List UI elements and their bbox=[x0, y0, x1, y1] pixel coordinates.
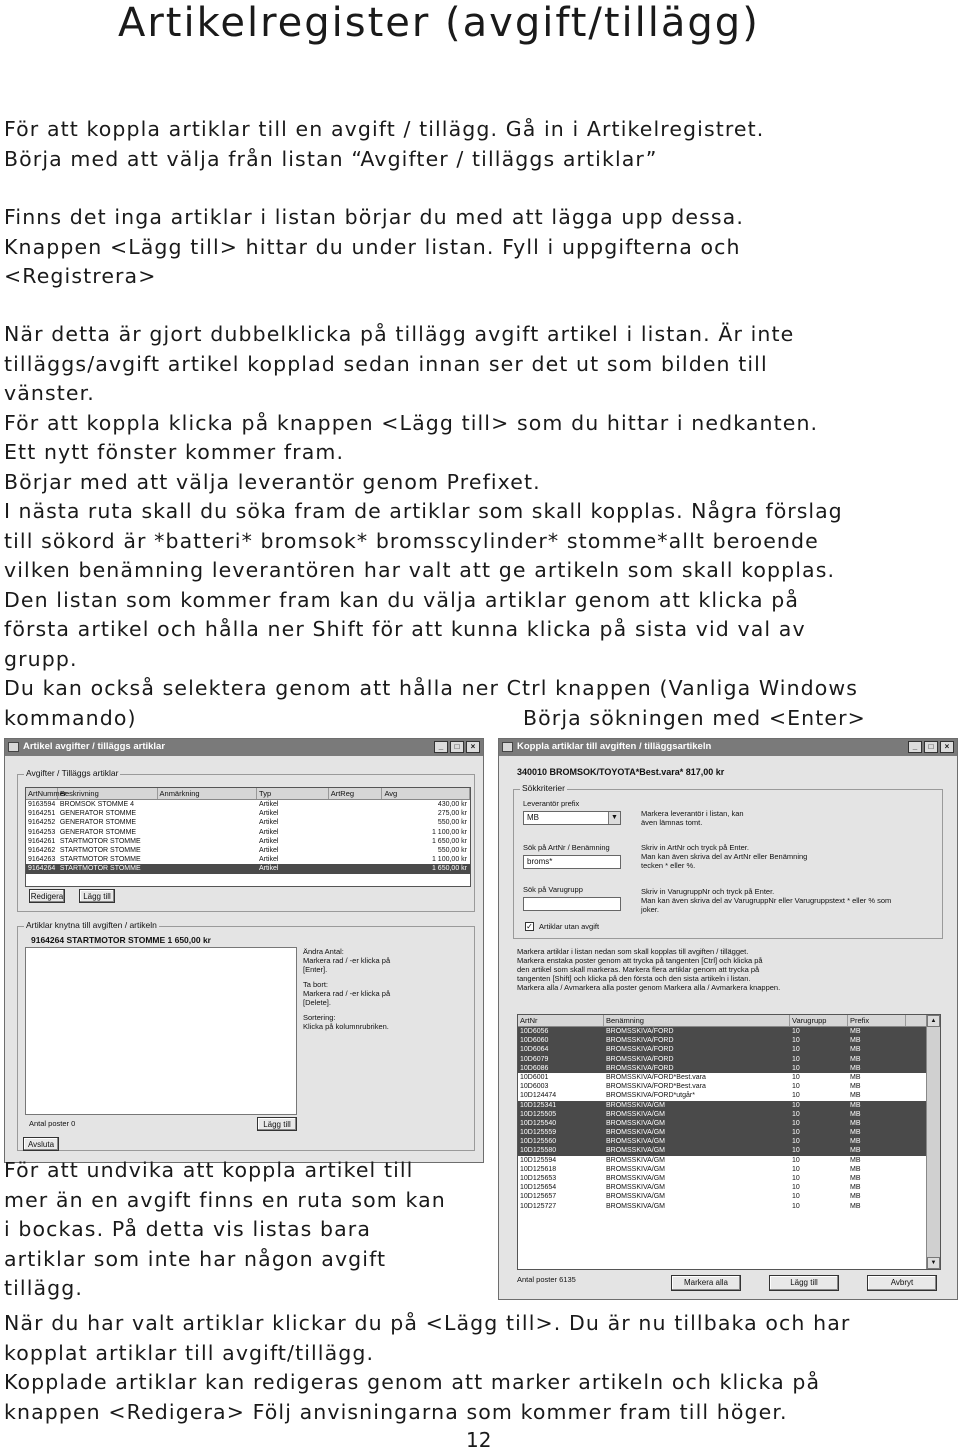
add-button[interactable]: Lägg till bbox=[79, 889, 115, 903]
table-cell: BROMSSKIVA/FORD*Best.vara bbox=[606, 1083, 706, 1091]
table-cell: 10D125657 bbox=[520, 1193, 557, 1201]
table-cell: STARTMOTOR STOMME bbox=[59, 837, 141, 845]
column-header[interactable]: ArtNr bbox=[518, 1015, 604, 1026]
table-cell: 10 bbox=[792, 1175, 800, 1182]
text-line: För att koppla artiklar till en avgift / tillägg. Gå in i Artikelregistret. bbox=[4, 117, 765, 141]
table-cell: BROMSSKIVA/FORD bbox=[606, 1028, 674, 1035]
fee-article-header: 340010 BROMSOK/TOYOTA*Best.vara* 817,00 kr bbox=[517, 767, 725, 777]
table-row[interactable] bbox=[518, 1036, 940, 1045]
list-header bbox=[26, 788, 470, 800]
table-cell: MB bbox=[850, 1202, 861, 1210]
table-cell: Artikel bbox=[258, 837, 279, 845]
text-line: För att koppla klicka på knappen <Lägg till> som du hittar i nedkanten. bbox=[4, 410, 819, 435]
table-cell: 10 bbox=[792, 1083, 800, 1091]
help-line: Sortering: bbox=[303, 1013, 336, 1022]
table-cell: 10 bbox=[792, 1110, 800, 1118]
table-cell: 10D6001 bbox=[520, 1073, 549, 1081]
chevron-down-icon[interactable]: ▼ bbox=[608, 812, 620, 824]
search-label: Sök på ArtNr / Benämning bbox=[523, 843, 610, 852]
table-cell: 10D125654 bbox=[520, 1184, 557, 1192]
table-cell: GENERATOR STOMME bbox=[59, 819, 137, 827]
table-row[interactable] bbox=[26, 846, 470, 855]
table-row[interactable] bbox=[518, 1027, 940, 1036]
table-cell: MB bbox=[850, 1165, 861, 1173]
table-cell: 275,00 kr bbox=[437, 810, 467, 818]
table-cell: Artikel bbox=[258, 846, 279, 854]
table-cell: 10D125505 bbox=[520, 1110, 557, 1118]
selection-instructions bbox=[517, 947, 780, 992]
table-row[interactable] bbox=[518, 1174, 940, 1183]
table-cell: 550,00 kr bbox=[437, 819, 467, 827]
table-cell: 10D125618 bbox=[520, 1165, 557, 1173]
table-cell: Artikel bbox=[258, 819, 279, 827]
text-line: första artikel och hålla ner Shift för att kunna klicka på sista vid val av bbox=[4, 617, 806, 641]
table-cell: MB bbox=[850, 1129, 861, 1137]
column-header[interactable]: Benämning bbox=[604, 1015, 790, 1026]
table-cell bbox=[157, 828, 257, 837]
table-cell: 1 650,00 kr bbox=[431, 865, 467, 873]
table-cell: 1 650,00 kr bbox=[431, 837, 467, 845]
table-row[interactable] bbox=[518, 1156, 940, 1165]
help-line: tecken * eller %. bbox=[641, 861, 696, 870]
article-fees-window bbox=[4, 738, 484, 1163]
help-line: joker. bbox=[641, 905, 659, 914]
help-line: Markera artiklar i listan nedan som skall kopplas till avgiften / tillägget. bbox=[517, 947, 749, 956]
table-cell: GENERATOR STOMME bbox=[59, 828, 137, 836]
group-search-label: Sök på Varugrupp bbox=[523, 885, 583, 894]
table-cell: MB bbox=[850, 1184, 861, 1192]
table-cell bbox=[329, 837, 383, 846]
table-cell: 10 bbox=[792, 1156, 800, 1164]
scroll-down-icon[interactable]: ▼ bbox=[927, 1257, 940, 1269]
column-header[interactable]: ArtNummer bbox=[28, 789, 67, 798]
table-cell: MB bbox=[850, 1055, 861, 1063]
cancel-button[interactable]: Avbryt bbox=[867, 1275, 937, 1291]
text-line: till sökord är *batteri* bromsok* bromsscylinder* stomme*allt beroende bbox=[4, 528, 819, 553]
table-cell: 10D125560 bbox=[520, 1138, 557, 1146]
table-row[interactable] bbox=[26, 837, 470, 846]
table-row[interactable] bbox=[518, 1110, 940, 1119]
table-row[interactable] bbox=[518, 1055, 940, 1064]
groupbox-label: Sökkriterier bbox=[522, 783, 565, 793]
table-cell: 550,00 kr bbox=[437, 846, 467, 854]
supplier-prefix-select[interactable] bbox=[523, 811, 621, 825]
table-cell bbox=[157, 837, 257, 846]
table-cell: STARTMOTOR STOMME bbox=[59, 846, 141, 854]
vertical-scrollbar[interactable] bbox=[926, 1015, 940, 1269]
paragraph-instructions bbox=[4, 320, 866, 733]
table-cell: MB bbox=[850, 1110, 861, 1118]
table-cell: MB bbox=[850, 1046, 861, 1054]
help-line: tangenten [Shift] och klicka på den första och den sista artikeln i listan. bbox=[517, 974, 751, 983]
table-cell: 10D6056 bbox=[520, 1028, 549, 1035]
table-cell: 10 bbox=[792, 1064, 800, 1072]
supplier-label: Leverantör prefix bbox=[523, 799, 580, 808]
help-line: [Delete]. bbox=[303, 998, 331, 1007]
table-cell: Artikel bbox=[258, 865, 279, 873]
table-cell: BROMSSKIVA/FORD bbox=[606, 1064, 674, 1072]
text-fragment: Börja sökningen med <Enter> bbox=[523, 705, 866, 730]
add-button[interactable]: Lägg till bbox=[769, 1275, 839, 1291]
table-row[interactable] bbox=[26, 800, 470, 809]
maximize-icon[interactable]: □ bbox=[924, 741, 938, 753]
table-cell: Artikel bbox=[258, 856, 279, 864]
help-line: Markera rad / -er klicka på bbox=[303, 956, 391, 965]
paragraph-intro bbox=[4, 115, 764, 174]
table-cell: 430,00 kr bbox=[437, 801, 467, 808]
help-line: Man kan även skriva del av ArtNr eller Benämning bbox=[641, 852, 808, 861]
help-line: Markera enstaka poster genom att trycka på tangenten [Ctrl] och klicka på bbox=[517, 956, 763, 965]
table-cell: MB bbox=[850, 1156, 861, 1164]
table-cell: 1 100,00 kr bbox=[431, 828, 467, 836]
table-cell: 10D125727 bbox=[520, 1202, 557, 1210]
table-cell: BROMSSKIVA/GM bbox=[606, 1184, 665, 1192]
groupbox-label: Avgifter / Tilläggs artiklar bbox=[26, 768, 119, 778]
linked-articles-list[interactable] bbox=[25, 947, 297, 1115]
text-line: Börjar med att välja leverantör genom Prefixet. bbox=[4, 469, 541, 494]
help-line: Ändra Antal: bbox=[303, 947, 344, 956]
table-cell: 10D125540 bbox=[520, 1119, 557, 1127]
table-row[interactable] bbox=[518, 1064, 940, 1073]
text-line: Knappen <Lägg till> hittar du under listan. Fyll i uppgifterna och bbox=[4, 234, 741, 259]
table-cell: 10 bbox=[792, 1101, 800, 1109]
table-cell: Artikel bbox=[258, 828, 279, 836]
text-line: i bockas. På detta vis listas bara bbox=[4, 1217, 371, 1241]
table-cell: BROMSSKIVA/GM bbox=[606, 1175, 665, 1182]
page-number: 12 bbox=[466, 1428, 492, 1452]
window-title: Koppla artiklar till avgiften / tilläggsartikeln bbox=[517, 741, 712, 752]
minimize-icon[interactable]: _ bbox=[908, 741, 922, 753]
table-cell bbox=[157, 800, 257, 809]
table-cell: BROMSSKIVA/GM bbox=[606, 1129, 665, 1137]
table-row[interactable] bbox=[518, 1119, 940, 1128]
table-row[interactable] bbox=[518, 1165, 940, 1174]
table-row[interactable] bbox=[518, 1137, 940, 1146]
text-line: vilken benämning leverantören har valt att ge artikeln som skall kopplas. bbox=[4, 558, 836, 582]
column-header[interactable]: Beskrivning bbox=[58, 788, 158, 799]
table-cell: MB bbox=[850, 1073, 861, 1081]
text-line: Kopplade artiklar kan redigeras genom att marker artikeln och klicka på bbox=[4, 1370, 821, 1394]
paragraph-finish bbox=[4, 1309, 850, 1427]
help-line: Skriv in ArtNr och tryck på Enter. bbox=[641, 843, 749, 852]
text-line: Finns det inga artiklar i listan börjar du med att lägga upp dessa. bbox=[4, 205, 744, 229]
table-cell: MB bbox=[850, 1083, 861, 1091]
text-line: tilläggs/avgift artikel kopplad sedan innan ser det ut som bilden till bbox=[4, 351, 768, 376]
text-line: I nästa ruta skall du söka fram de artiklar som skall kopplas. Några förslag bbox=[4, 499, 843, 523]
table-row[interactable] bbox=[26, 864, 470, 873]
text-line: Du kan också selektera genom att hålla ner Ctrl knappen (Vanliga Windows bbox=[4, 676, 859, 700]
table-cell: BROMSSKIVA/GM bbox=[606, 1156, 665, 1164]
table-cell: MB bbox=[850, 1092, 861, 1100]
table-cell: BROMSSKIVA/GM bbox=[606, 1110, 665, 1118]
table-cell: 10 bbox=[792, 1073, 800, 1081]
table-row[interactable] bbox=[518, 1128, 940, 1137]
table-cell bbox=[329, 855, 383, 864]
help-line: Markera alla / Avmarkera alla poster genom Markera alla / Avmarkera knappen. bbox=[517, 983, 781, 992]
paragraph-checkbox-note bbox=[4, 1156, 446, 1304]
edit-button[interactable]: Redigera bbox=[29, 889, 65, 903]
table-cell: 10 bbox=[792, 1147, 800, 1155]
table-cell: 9164263 bbox=[28, 856, 56, 864]
table-cell: 10 bbox=[792, 1193, 800, 1201]
table-cell: BROMSSKIVA/FORD*utgår* bbox=[606, 1092, 695, 1100]
column-header[interactable]: Anmärkning bbox=[158, 788, 258, 799]
column-header[interactable]: Avg bbox=[382, 788, 470, 799]
table-cell: 9164251 bbox=[28, 810, 56, 818]
close-icon[interactable]: × bbox=[940, 741, 954, 753]
table-row[interactable] bbox=[518, 1183, 940, 1192]
item-count: Antal poster 0 bbox=[29, 1119, 76, 1128]
table-cell: 10 bbox=[792, 1202, 800, 1210]
text-line bbox=[4, 704, 866, 734]
table-cell: STARTMOTOR STOMME bbox=[59, 856, 141, 864]
table-cell: BROMSSKIVA/GM bbox=[606, 1193, 665, 1201]
text-line: När detta är gjort dubbelklicka på tillägg avgift artikel i listan. Är inte bbox=[4, 322, 795, 346]
table-cell bbox=[329, 846, 383, 855]
maximize-icon[interactable]: □ bbox=[450, 741, 464, 753]
table-cell bbox=[157, 855, 257, 864]
page-title: Artikelregister (avgift/tillägg) bbox=[118, 0, 760, 46]
table-cell bbox=[157, 818, 257, 827]
table-cell: 10 bbox=[792, 1165, 800, 1173]
groupbox-label: Artiklar knytna till avgiften / artikeln bbox=[26, 920, 157, 930]
window-titlebar bbox=[5, 739, 483, 756]
window-title: Artikel avgifter / tilläggs artiklar bbox=[23, 741, 166, 752]
table-cell: MB bbox=[850, 1064, 861, 1072]
table-cell bbox=[157, 864, 257, 873]
table-cell: 10D125341 bbox=[520, 1101, 557, 1109]
table-cell: BROMSOK STOMME 4 bbox=[59, 801, 135, 808]
paragraph-add-items bbox=[4, 203, 744, 292]
text-fragment: kommando) bbox=[4, 705, 137, 730]
table-cell: 10D6079 bbox=[520, 1055, 549, 1063]
table-cell: 10D6086 bbox=[520, 1064, 549, 1072]
table-cell: MB bbox=[850, 1028, 861, 1035]
table-cell bbox=[329, 800, 383, 809]
table-cell: BROMSSKIVA/GM bbox=[606, 1101, 665, 1109]
text-line: Börja med att välja från listan “Avgifter / tilläggs artiklar” bbox=[4, 146, 658, 171]
window-titlebar bbox=[499, 739, 957, 756]
table-cell: BROMSSKIVA/GM bbox=[606, 1165, 665, 1173]
table-row[interactable] bbox=[518, 1082, 940, 1091]
table-cell bbox=[329, 864, 383, 873]
text-line: knappen <Redigera> Följ anvisningarna som kommer fram till höger. bbox=[4, 1399, 788, 1424]
help-line: Man kan även skriva del av VarugruppNr eller Varugruppstext * eller % som bbox=[641, 896, 892, 905]
column-header[interactable]: ArtReg bbox=[329, 788, 383, 799]
table-cell: MB bbox=[850, 1101, 861, 1109]
table-cell: BROMSSKIVA/GM bbox=[606, 1147, 665, 1155]
table-cell: MB bbox=[850, 1147, 861, 1155]
table-cell: BROMSSKIVA/GM bbox=[606, 1202, 665, 1210]
checkbox-label: Artiklar utan avgift bbox=[539, 922, 600, 931]
table-row[interactable] bbox=[518, 1091, 940, 1100]
list-body bbox=[26, 800, 470, 874]
help-line: Ta bort: bbox=[303, 980, 329, 989]
table-cell: 10 bbox=[792, 1028, 800, 1035]
help-panel bbox=[303, 947, 390, 1031]
table-row[interactable] bbox=[518, 1192, 940, 1201]
table-cell: 1 100,00 kr bbox=[431, 856, 467, 864]
list-header bbox=[518, 1015, 940, 1027]
table-cell: BROMSSKIVA/GM bbox=[606, 1119, 665, 1127]
table-cell bbox=[157, 809, 257, 818]
table-cell: BROMSSKIVA/FORD bbox=[606, 1046, 674, 1054]
table-row[interactable] bbox=[26, 855, 470, 864]
column-header[interactable]: Prefix bbox=[848, 1015, 906, 1026]
table-row[interactable] bbox=[518, 1045, 940, 1054]
list-body bbox=[518, 1027, 940, 1211]
table-cell: 10D6003 bbox=[520, 1083, 549, 1091]
minimize-icon[interactable]: _ bbox=[434, 741, 448, 753]
articles-without-fee-checkbox[interactable]: ✓ bbox=[526, 922, 533, 931]
table-cell: 9164252 bbox=[28, 819, 56, 827]
help-line: Markera rad / -er klicka på bbox=[303, 989, 391, 998]
table-cell: MB bbox=[850, 1138, 861, 1146]
table-cell: 9163594 bbox=[28, 801, 56, 808]
article-results-list[interactable] bbox=[517, 1014, 941, 1270]
close-icon[interactable]: × bbox=[466, 741, 480, 753]
help-line: Klicka på kolumnrubriken. bbox=[303, 1022, 389, 1031]
fees-list[interactable] bbox=[25, 787, 471, 887]
table-cell: Artikel bbox=[258, 801, 279, 808]
close-window-button[interactable]: Avsluta bbox=[23, 1137, 59, 1151]
table-cell: 10 bbox=[792, 1055, 800, 1063]
text-line: artiklar som inte har någon avgift bbox=[4, 1246, 387, 1271]
table-cell: 10 bbox=[792, 1184, 800, 1192]
table-cell bbox=[157, 846, 257, 855]
text-line: Den listan som kommer fram kan du välja artiklar genom att klicka på bbox=[4, 587, 800, 612]
table-row[interactable] bbox=[518, 1146, 940, 1155]
table-cell: 10 bbox=[792, 1129, 800, 1137]
search-help bbox=[641, 843, 807, 870]
text-line: <Registrera> bbox=[4, 264, 157, 288]
table-cell: 9164261 bbox=[28, 837, 56, 845]
table-cell: Artikel bbox=[258, 810, 279, 818]
text-line: kopplat artiklar till avgift/tillägg. bbox=[4, 1340, 375, 1365]
item-count: Antal poster 6135 bbox=[517, 1275, 576, 1284]
group-help bbox=[641, 887, 891, 914]
select-value: MB bbox=[527, 813, 539, 822]
table-cell: 10 bbox=[792, 1092, 800, 1100]
table-cell: 10D124474 bbox=[520, 1092, 557, 1100]
table-cell: 10D6064 bbox=[520, 1046, 549, 1054]
table-cell: BROMSSKIVA/FORD bbox=[606, 1055, 674, 1063]
help-line: Markera leverantör i listan, kan bbox=[641, 809, 744, 818]
table-cell bbox=[329, 818, 383, 827]
table-row[interactable] bbox=[26, 828, 470, 837]
text-line: grupp. bbox=[4, 646, 78, 671]
table-cell: 10D6060 bbox=[520, 1037, 549, 1045]
app-icon bbox=[502, 742, 513, 752]
table-cell: BROMSSKIVA/FORD bbox=[606, 1037, 674, 1045]
table-row[interactable] bbox=[26, 818, 470, 827]
table-cell: 10 bbox=[792, 1119, 800, 1127]
table-cell: 10 bbox=[792, 1138, 800, 1146]
table-row[interactable] bbox=[518, 1202, 940, 1211]
table-cell: 10D125653 bbox=[520, 1175, 557, 1182]
link-articles-window bbox=[498, 738, 958, 1300]
column-header[interactable]: Varugrupp bbox=[790, 1015, 848, 1026]
table-cell: 10D125559 bbox=[520, 1129, 557, 1137]
table-cell: 10 bbox=[792, 1037, 800, 1045]
select-all-button[interactable]: Markera alla bbox=[671, 1275, 741, 1291]
table-cell: 9164262 bbox=[28, 846, 56, 854]
text-line: vänster. bbox=[4, 381, 95, 405]
search-input[interactable]: broms* bbox=[523, 855, 621, 869]
table-cell: MB bbox=[850, 1119, 861, 1127]
help-line: även lämnas tomt. bbox=[641, 818, 703, 827]
table-row[interactable] bbox=[518, 1101, 940, 1110]
help-line: Skriv in VarugruppNr och tryck på Enter. bbox=[641, 887, 775, 896]
column-header[interactable]: Typ bbox=[257, 788, 329, 799]
table-cell: 10D125594 bbox=[520, 1156, 557, 1164]
table-cell: MB bbox=[850, 1037, 861, 1045]
text-line: Ett nytt fönster kommer fram. bbox=[4, 440, 345, 464]
table-cell: STARTMOTOR STOMME bbox=[59, 865, 141, 873]
table-cell: BROMSSKIVA/GM bbox=[606, 1138, 665, 1146]
table-cell: MB bbox=[850, 1175, 861, 1182]
help-line: den artikel som skall markeras. Markera flera artiklar genom att trycka på bbox=[517, 965, 760, 974]
table-cell: GENERATOR STOMME bbox=[59, 810, 137, 818]
group-search-input[interactable] bbox=[523, 897, 621, 911]
table-cell bbox=[329, 809, 383, 818]
text-line: tillägg. bbox=[4, 1276, 84, 1300]
table-cell: 9164264 bbox=[28, 865, 56, 873]
table-cell bbox=[329, 828, 383, 837]
table-cell: 9164253 bbox=[28, 828, 56, 836]
text-line: För att undvika att koppla artikel till bbox=[4, 1158, 414, 1182]
table-cell: 10 bbox=[792, 1046, 800, 1054]
text-line: mer än en avgift finns en ruta som kan bbox=[4, 1187, 446, 1212]
table-row[interactable] bbox=[26, 809, 470, 818]
table-cell: 10D125580 bbox=[520, 1147, 557, 1155]
table-row[interactable] bbox=[518, 1073, 940, 1082]
scroll-up-icon[interactable]: ▲ bbox=[927, 1015, 940, 1027]
table-cell: BROMSSKIVA/FORD*Best.vara bbox=[606, 1073, 706, 1081]
help-line: [Enter]. bbox=[303, 965, 328, 974]
text-line: När du har valt artiklar klickar du på <Lägg till>. Du är nu tillbaka och har bbox=[4, 1311, 851, 1335]
app-icon bbox=[8, 742, 19, 752]
selected-fee-summary: 9164264 STARTMOTOR STOMME 1 650,00 kr bbox=[31, 935, 211, 945]
supplier-help bbox=[641, 809, 744, 827]
add-linked-button[interactable]: Lägg till bbox=[257, 1117, 297, 1131]
table-cell: MB bbox=[850, 1193, 861, 1201]
